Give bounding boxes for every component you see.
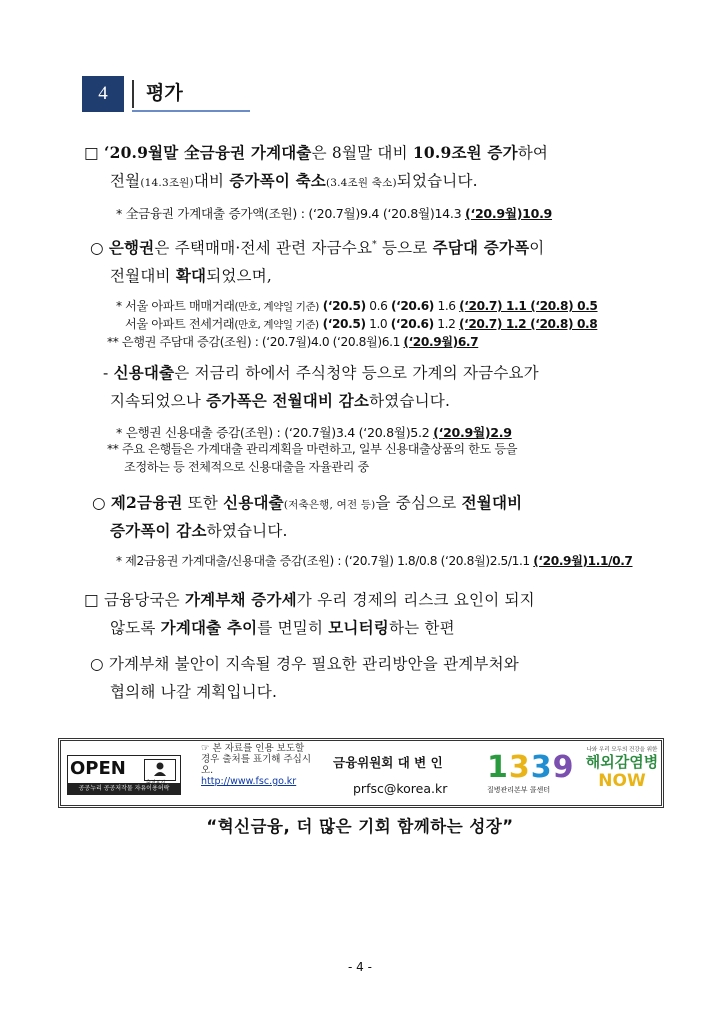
text-run: 주담대 증가폭	[432, 238, 530, 257]
citation-notice	[201, 743, 313, 787]
person-icon	[145, 760, 175, 780]
text-run: (저축은행, 여전 등)	[283, 499, 376, 511]
text-run: (‘20.5)	[318, 317, 366, 331]
text-run: ** 은행권 주담대 증감(조원) : (‘20.7월)4.0 (‘20.8월)6.1	[107, 335, 404, 349]
text-run: 1.6	[433, 299, 460, 313]
text-run: 은행권	[108, 238, 155, 257]
text-run: 모니터링	[328, 618, 389, 637]
citation-text: ☞ 본 자료를 인용 보도할 경우 출처를 표기해 주십시오.	[201, 743, 312, 776]
note-3b	[107, 440, 517, 457]
text-run: 1.0	[365, 317, 391, 331]
text-run: 증가폭은 전월대비 감소	[206, 391, 370, 410]
text-run: (‘20.9월)2.9	[433, 425, 512, 440]
fsc-website-link[interactable]: http://www.fsc.go.kr	[201, 776, 297, 787]
section-divider	[132, 80, 134, 108]
section-title: 평가	[146, 82, 183, 104]
text-run: 협의해 나갈 계획입니다.	[110, 683, 278, 701]
text-run: 되었으며,	[206, 267, 273, 285]
section-underline	[132, 110, 250, 112]
text-run: 을 중심으로	[375, 494, 462, 512]
para-5-line-1	[84, 588, 535, 610]
text-run: 또한	[182, 494, 224, 512]
text-run: * 은행권 신용대출 증감(조원) : (‘20.7월)3.4 (‘20.8월)5.2	[116, 425, 434, 440]
para-4-line-2	[110, 519, 288, 541]
note-4	[116, 552, 633, 569]
text-run: -	[103, 364, 114, 382]
text-run: 하는 한편	[388, 619, 455, 637]
text-run: 은 주택매매·전세 관련 자금수요	[154, 239, 373, 257]
text-run: ○ 가계부채 불안이 지속될 경우 필요한 관리방안을 관계부처와	[90, 655, 519, 673]
text-run: 를 면밀히	[257, 619, 329, 637]
note-2b	[125, 315, 597, 332]
spokesperson-email[interactable]: prfsc@korea.kr	[353, 781, 448, 796]
text-run: 지속되었으나	[110, 392, 207, 410]
digit-1: 1	[487, 750, 509, 785]
slogan: “혁신금융, 더 많은 기회 함께하는 성장”	[206, 817, 514, 836]
text-run: 않도록	[110, 619, 161, 637]
text-run: 대비	[193, 172, 230, 190]
text-run: 10.9조원 증가	[412, 143, 518, 162]
logo-1339-digits	[487, 751, 573, 785]
text-run: (‘20.6)	[390, 317, 434, 331]
spokesperson-label: 금융위원회 대 변 인	[333, 755, 443, 770]
text-run: 은 저금리 하에서 주식청약 등으로 가계의 자금수요가	[174, 364, 539, 382]
para-3-line-2	[110, 389, 450, 411]
note-1	[116, 203, 552, 222]
page-number: - 4 -	[348, 960, 372, 974]
text-run: (‘20.9월)1.1/0.7	[533, 554, 633, 568]
text-run: *	[372, 239, 377, 250]
text-run: * 서울 아파트 매매거래	[116, 299, 235, 313]
note-3c	[124, 458, 369, 475]
text-run: * 제2금융권 가계대출/신용대출 증감(조원) : (‘20.7월) 1.8/0.8 (‘20.8월)2.5/1.1	[116, 554, 534, 568]
text-run: 이	[529, 239, 545, 257]
text-run: □ 금융당국은	[84, 591, 185, 609]
para-6-line-1	[90, 652, 519, 674]
footer-info-box	[58, 738, 664, 808]
text-run: 서울 아파트 전세거래	[125, 317, 235, 331]
para-3-line-1	[103, 361, 539, 383]
attribution-badge	[144, 759, 176, 781]
text-run: 전월대비	[461, 493, 523, 512]
text-run: (14.3조원)	[140, 177, 194, 189]
text-run: ○	[90, 239, 109, 257]
text-run: 가계부채 증가세	[184, 590, 297, 609]
text-run: 되었습니다.	[396, 172, 478, 190]
text-run: ‘20.9월말 全금융권 가계대출	[103, 143, 312, 162]
digit-2: 3	[508, 750, 531, 785]
text-run: 가 우리 경제의 리스크 요인이 되지	[296, 591, 535, 609]
text-run: (만호, 계약일 기준)	[234, 319, 319, 331]
text-run: 1.2	[433, 317, 459, 331]
para-1-line-2	[110, 169, 478, 191]
text-run: 하였습니다.	[206, 522, 288, 540]
attribution-badge-label: 출처표시	[146, 780, 166, 786]
text-run: 확대	[175, 266, 207, 285]
text-run: ○	[92, 494, 111, 512]
overseas-disease-now-logo	[583, 745, 661, 805]
text-run: (‘20.9월)10.9	[465, 206, 553, 221]
kogl-open-logo	[67, 755, 181, 795]
text-run: 등으로	[376, 239, 433, 257]
logo-1339-caption: 질병관리본부 콜센터	[487, 786, 551, 794]
text-run: (‘20.5)	[318, 299, 366, 313]
text-run: (‘20.7) 1.1 (‘20.8) 0.5	[459, 299, 598, 313]
text-run: 신용대출	[113, 363, 175, 382]
note-2c	[107, 333, 478, 350]
para-6-line-2	[110, 680, 277, 702]
text-run: * 全금융권 가계대출 증가액(조원) : (‘20.7월)9.4 (‘20.8월)14.3	[116, 206, 466, 221]
open-logo-caption: 공공누리 공공저작물 자유이용허락	[68, 783, 180, 794]
section-number: 4	[82, 76, 124, 112]
text-run: (‘20.7) 1.2 (‘20.8) 0.8	[458, 317, 598, 331]
para-1-line-1	[84, 141, 548, 163]
text-run: 하여	[517, 144, 549, 162]
text-run: ** 주요 은행들은 가계대출 관리계획을 마련하고, 일부 신용대출상품의 한도 등을	[107, 442, 518, 456]
text-run: 하였습니다.	[369, 392, 451, 410]
text-run: 조정하는 등 전체적으로 신용대출을 자율관리 중	[124, 460, 369, 474]
note-3a	[116, 422, 512, 441]
text-run: (‘20.9월)6.7	[403, 335, 479, 349]
para-4-line-1	[92, 491, 522, 513]
digit-3: 3	[530, 750, 553, 785]
now-logo-title: 해외감염병	[585, 753, 659, 771]
now-logo-tagline: 나와 우리 모두의 건강을 위한	[586, 747, 658, 753]
text-run: 전월	[110, 172, 141, 190]
text-run: (‘20.6)	[390, 299, 434, 313]
text-run: (만호, 계약일 기준)	[234, 301, 319, 313]
text-run: (3.4조원 축소)	[325, 177, 397, 189]
text-run: 증가폭이 축소	[229, 171, 326, 190]
text-run: 전월대비	[110, 267, 176, 285]
section-header	[82, 76, 250, 112]
digit-4: 9	[552, 750, 575, 785]
open-logo-text: OPEN	[70, 758, 126, 779]
text-run: □	[84, 144, 104, 162]
text-run: 은 8월말 대비	[311, 144, 413, 162]
text-run: 0.6	[365, 299, 391, 313]
text-run: 가계대출 추이	[160, 618, 258, 637]
para-2-line-1	[90, 236, 544, 258]
now-logo-word: NOW	[598, 771, 646, 791]
note-2a	[116, 297, 598, 314]
para-2-line-2	[110, 264, 272, 286]
para-5-line-2	[110, 616, 455, 638]
text-run: 신용대출	[223, 493, 284, 512]
text-run: 제2금융권	[110, 493, 183, 512]
kcdc-1339-logo	[487, 751, 573, 803]
text-run: 증가폭이 감소	[110, 521, 207, 540]
